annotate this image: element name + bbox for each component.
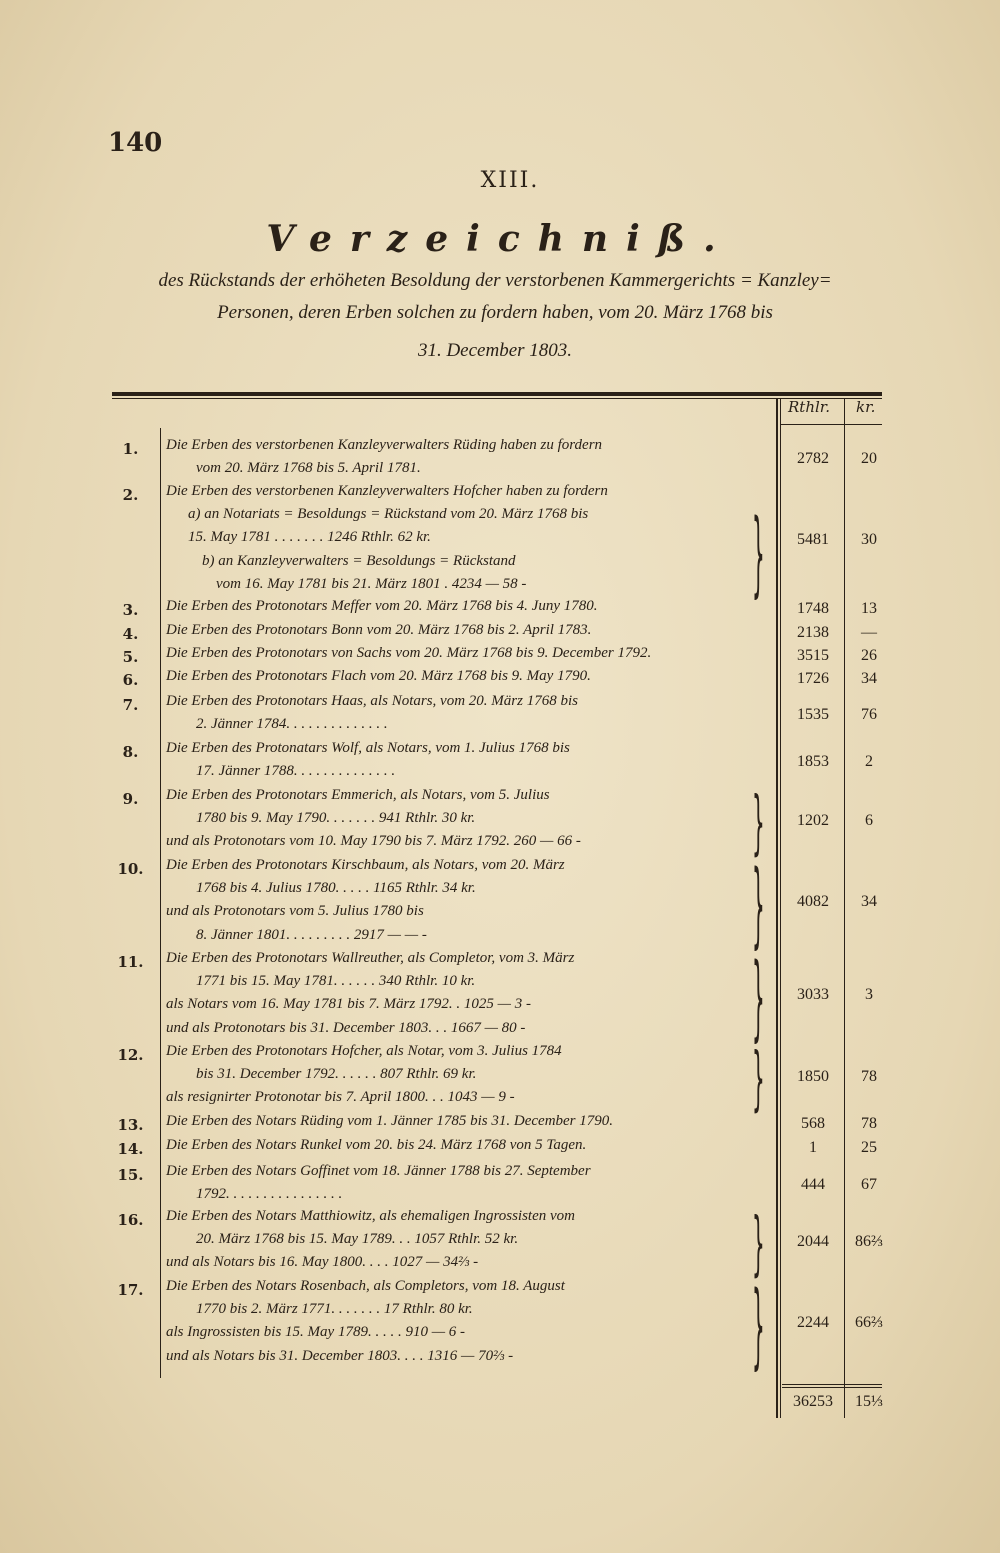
entry-text-line: Die Erben des Protonotars Hofcher, als Notar, vom 3. Julius 1784 bbox=[166, 1043, 562, 1059]
header-underline bbox=[780, 424, 882, 425]
entry-rthlr: 444 bbox=[801, 1176, 825, 1194]
entry-kr: 13 bbox=[861, 599, 877, 617]
entry-kr: — bbox=[861, 623, 877, 641]
entry-kr: 26 bbox=[861, 646, 877, 664]
entry-number: 9. bbox=[122, 790, 139, 808]
entry-kr: 30 bbox=[861, 531, 877, 548]
entry-number: 14. bbox=[117, 1140, 144, 1158]
entry-text-line: vom 16. May 1781 bis 21. März 1801 . 4234 — 58 - bbox=[216, 575, 527, 592]
entry-text-line: 15. May 1781 . . . . . . . 1246 Rthlr. 62 kr. bbox=[188, 529, 431, 546]
entry-text-line: Die Erben des verstorbenen Kanzleyverwalters Rüding haben zu fordern bbox=[166, 437, 603, 453]
table-top-rule-thin bbox=[112, 398, 882, 399]
entry-text-line: Die Erben des Protonotars Wallreuther, als Completor, vom 3. März bbox=[166, 950, 575, 966]
entry-text-line: Die Erben des Notars Goffinet vom 18. Jänner 1788 bis 27. September bbox=[166, 1163, 591, 1179]
entry-kr: 25 bbox=[861, 1138, 877, 1156]
entry-number: 12. bbox=[117, 1046, 144, 1064]
entry-text-line: Die Erben des Notars Matthiowitz, als ehemaligen Ingrossisten vom bbox=[166, 1208, 575, 1224]
entry-rthlr: 4082 bbox=[797, 893, 829, 911]
entry-kr: 3 bbox=[865, 986, 873, 1004]
entry-rthlr: 3033 bbox=[797, 986, 829, 1004]
subtitle-line: des Rückstands der erhöheten Besoldung der verstorbenen Kammergerichts = Kanzley= bbox=[158, 270, 832, 291]
entry-kr: 86⅔ bbox=[855, 1232, 883, 1250]
curly-brace: } bbox=[752, 496, 765, 609]
entry-text-line: und als Protonotars vom 10. May 1790 bis 7. März 1792. 260 — 66 - bbox=[166, 833, 581, 850]
entry-number: 2. bbox=[122, 486, 139, 504]
entry-kr: 34 bbox=[861, 893, 877, 911]
entry-text-line: Die Erben des Protonotars Kirschbaum, als Notars, vom 20. März bbox=[166, 857, 565, 873]
entry-text-line: a) an Notariats = Besoldungs = Rückstand vom 20. März 1768 bis bbox=[188, 506, 589, 523]
entry-number: 5. bbox=[122, 648, 139, 666]
curly-brace: } bbox=[752, 1201, 765, 1285]
entry-text-line: Die Erben des Protonotars Meffer vom 20. März 1768 bis 4. Juny 1780. bbox=[166, 598, 598, 614]
entry-text-line: und als Notars bis 16. May 1800. . . . 1027 — 34⅔ - bbox=[166, 1254, 479, 1271]
entry-rthlr: 2782 bbox=[797, 450, 829, 468]
entry-text-line: 1770 bis 2. März 1771. . . . . . . 17 Rthlr. 80 kr. bbox=[196, 1301, 473, 1318]
entry-rthlr: 1202 bbox=[797, 811, 829, 829]
entry-rthlr: 3515 bbox=[797, 646, 829, 664]
entry-text-line: b) an Kanzleyverwalters = Besoldungs = Rückstand bbox=[202, 552, 516, 569]
entry-rthlr: 1535 bbox=[797, 706, 829, 724]
entry-text-line: 1771 bis 15. May 1781. . . . . . 340 Rthlr. 10 kr. bbox=[196, 973, 476, 990]
entry-rthlr: 1748 bbox=[797, 599, 829, 617]
entry-kr: 76 bbox=[861, 706, 877, 724]
entry-text-line: Die Erben des Protonotars Bonn vom 20. März 1768 bis 2. April 1783. bbox=[166, 622, 592, 638]
entry-number: 1. bbox=[122, 440, 139, 458]
entry-text-line: bis 31. December 1792. . . . . . 807 Rthlr. 69 kr. bbox=[196, 1066, 477, 1083]
entry-text-line: Die Erben des Protonotars Flach vom 20. März 1768 bis 9. May 1790. bbox=[166, 668, 591, 684]
entry-number: 17. bbox=[117, 1281, 144, 1299]
page-title: Verzeichniß. bbox=[266, 218, 734, 260]
entry-text-line: Die Erben des verstorbenen Kanzleyverwalters Hofcher haben zu fordern bbox=[166, 483, 608, 499]
column-header-rthlr: Rthlr. bbox=[788, 398, 831, 416]
rthlr-column-left-rule-inner bbox=[780, 398, 781, 1418]
entry-number: 6. bbox=[122, 671, 139, 689]
curly-brace: } bbox=[752, 847, 765, 960]
entry-text-line: 1780 bis 9. May 1790. . . . . . . 941 Rthlr. 30 kr. bbox=[196, 810, 476, 827]
entry-number: 16. bbox=[117, 1211, 144, 1229]
entry-text-line: als Ingrossisten bis 15. May 1789. . . . . 910 — 6 - bbox=[166, 1324, 466, 1341]
entry-rthlr: 5481 bbox=[797, 531, 829, 548]
curly-brace: } bbox=[752, 1268, 765, 1381]
entry-text-line: und als Protonotars bis 31. December 1803. . . 1667 — 80 - bbox=[166, 1019, 526, 1036]
entry-number: 15. bbox=[117, 1166, 144, 1184]
entry-number: 11. bbox=[117, 953, 144, 971]
entry-text-line: 1768 bis 4. Julius 1780. . . . . 1165 Rthlr. 34 kr. bbox=[196, 880, 476, 897]
curly-brace: } bbox=[752, 1036, 765, 1120]
entry-text-line: Die Erben des Protonotars Haas, als Notars, vom 20. März 1768 bis bbox=[166, 693, 578, 709]
entry-number: 7. bbox=[122, 696, 139, 714]
total-kr: 15⅓ bbox=[855, 1393, 883, 1410]
column-header-kr: kr. bbox=[856, 398, 876, 416]
entry-rthlr: 1850 bbox=[797, 1067, 829, 1085]
entry-text-line: 1792. . . . . . . . . . . . . . . . bbox=[196, 1186, 343, 1203]
entry-text-line: und als Notars bis 31. December 1803. . . . 1316 — 70⅔ - bbox=[166, 1347, 514, 1364]
entry-rthlr: 568 bbox=[801, 1114, 825, 1132]
entry-text-line: als Notars vom 16. May 1781 bis 7. März 1792. . 1025 — 3 - bbox=[166, 996, 532, 1013]
table-top-rule-thick bbox=[112, 392, 882, 396]
entry-text-line: Die Erben des Notars Rüding vom 1. Jänner 1785 bis 31. December 1790. bbox=[166, 1113, 614, 1129]
entry-text-line: als resignirter Protonotar bis 7. April 1800. . . 1043 — 9 - bbox=[166, 1089, 515, 1106]
curly-brace: } bbox=[752, 940, 765, 1053]
total-rule bbox=[782, 1384, 882, 1385]
entry-rthlr: 2244 bbox=[797, 1314, 829, 1332]
entry-kr: 6 bbox=[865, 811, 873, 829]
entry-rthlr: 1 bbox=[809, 1138, 817, 1156]
entry-number: 4. bbox=[122, 625, 139, 643]
subtitle-line: 31. December 1803. bbox=[417, 340, 573, 361]
entry-rthlr: 2138 bbox=[797, 623, 829, 641]
curly-brace: } bbox=[752, 780, 765, 864]
entry-text-line: Die Erben des Notars Rosenbach, als Completors, vom 18. August bbox=[166, 1278, 565, 1294]
entry-text-line: 17. Jänner 1788. . . . . . . . . . . . . . bbox=[196, 763, 396, 780]
entry-rthlr: 1853 bbox=[797, 753, 829, 771]
entry-text-line: Die Erben des Protonotars von Sachs vom 20. März 1768 bis 9. December 1792. bbox=[166, 645, 652, 661]
entry-kr: 2 bbox=[865, 753, 873, 771]
section-number: XIII. bbox=[480, 168, 540, 193]
text-column-left-rule bbox=[160, 428, 161, 1378]
entry-number: 10. bbox=[117, 860, 144, 878]
entry-rthlr: 1726 bbox=[797, 669, 829, 687]
entry-text-line: 2. Jänner 1784. . . . . . . . . . . . . . bbox=[196, 716, 388, 733]
entry-text-line: Die Erben des Notars Runkel vom 20. bis 24. März 1768 von 5 Tagen. bbox=[166, 1137, 587, 1153]
total-rule-2 bbox=[782, 1387, 882, 1388]
entry-text-line: Die Erben des Protonotars Emmerich, als Notars, vom 5. Julius bbox=[166, 787, 550, 803]
entry-kr: 20 bbox=[861, 450, 877, 468]
entry-text-line: 8. Jänner 1801. . . . . . . . . 2917 — — - bbox=[196, 926, 427, 943]
entry-text-line: Die Erben des Protonatars Wolf, als Notars, vom 1. Julius 1768 bis bbox=[166, 740, 570, 756]
entry-number: 13. bbox=[117, 1116, 144, 1134]
entry-rthlr: 2044 bbox=[797, 1232, 829, 1250]
entry-text-line: 20. März 1768 bis 15. May 1789. . . 1057 Rthlr. 52 kr. bbox=[196, 1231, 519, 1248]
entry-kr: 78 bbox=[861, 1067, 877, 1085]
subtitle-line: Personen, deren Erben solchen zu fordern haben, vom 20. März 1768 bis bbox=[217, 302, 773, 323]
entry-kr: 34 bbox=[861, 669, 877, 687]
total-rthlr: 36253 bbox=[793, 1393, 833, 1410]
entry-number: 8. bbox=[122, 743, 139, 761]
entry-text-line: und als Protonotars vom 5. Julius 1780 bis bbox=[166, 903, 424, 920]
entry-kr: 78 bbox=[861, 1114, 877, 1132]
rthlr-column-left-rule bbox=[776, 398, 778, 1418]
entry-kr: 67 bbox=[861, 1176, 877, 1194]
page-number: 140 bbox=[108, 128, 163, 158]
entry-text-line: vom 20. März 1768 bis 5. April 1781. bbox=[196, 460, 421, 477]
entry-number: 3. bbox=[122, 601, 139, 619]
entry-kr: 66⅔ bbox=[855, 1314, 883, 1332]
